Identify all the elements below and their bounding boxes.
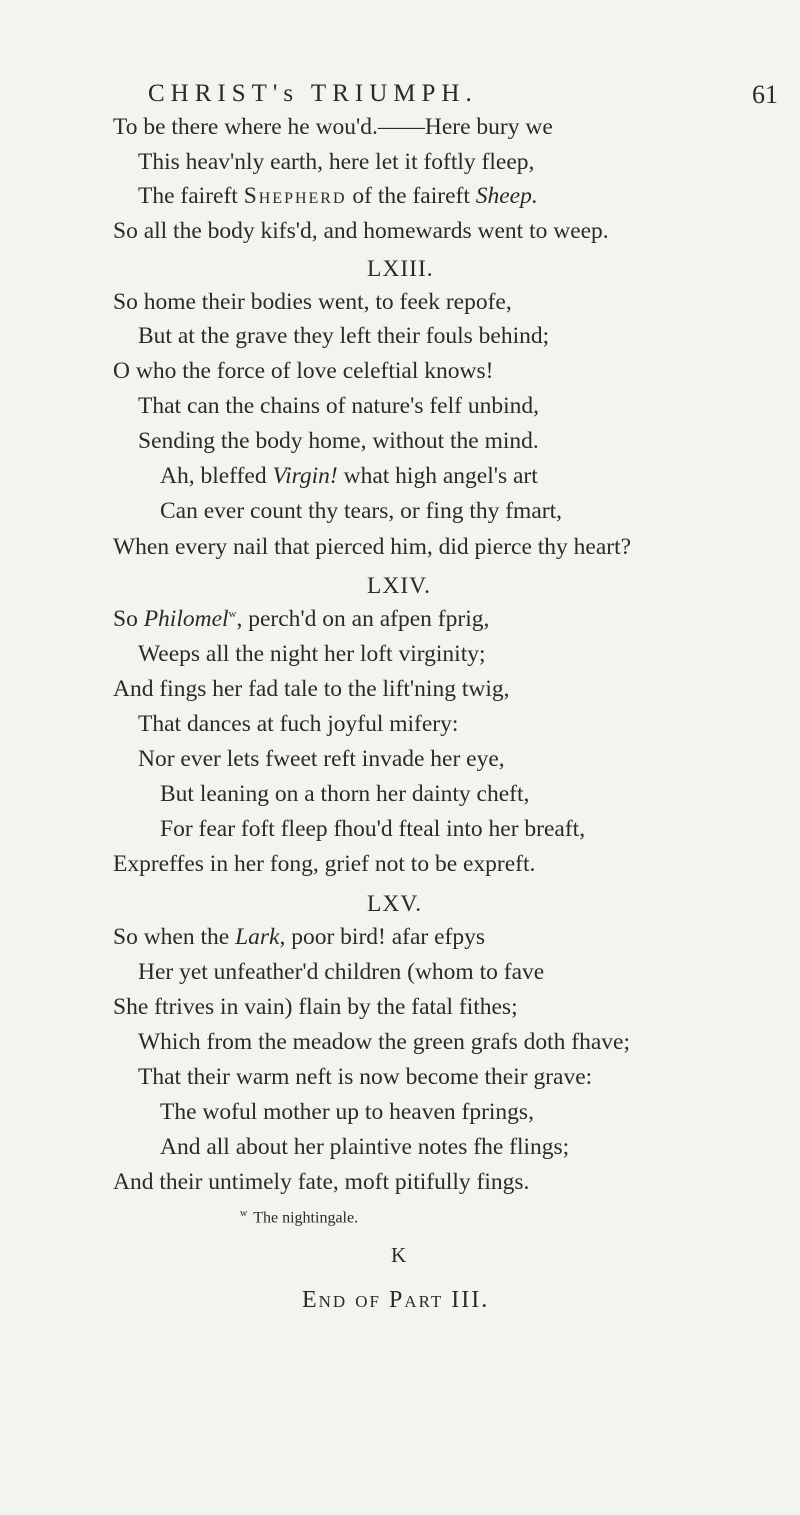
poem-line: And their untimely fate, moft pitifully fings. — [113, 1169, 530, 1195]
footnote-text: The nightingale. — [253, 1209, 359, 1227]
footnote — [240, 1208, 358, 1227]
line-text: , poor bird! afar efpys — [279, 924, 486, 950]
poem-line: When every nail that pierced him, did pierce thy heart? — [113, 534, 632, 560]
poem-line: And all about her plaintive notes fhe flings; — [160, 1134, 570, 1160]
line-text: So — [113, 606, 144, 632]
end-of-part — [302, 1287, 489, 1314]
poem-line: So all the body kifs'd, and homewards went to weep. — [113, 218, 609, 244]
virgin-italic: Virgin! — [272, 463, 338, 489]
running-title: CHRIST's TRIUMPH. — [148, 80, 478, 107]
poem-line: To be there where he wou'd.——Here bury we — [113, 114, 553, 140]
stanza-number: LXV. — [367, 891, 423, 917]
end-text: End of Part III. — [302, 1287, 490, 1313]
poem-line: O who the force of love celeftial knows! — [113, 358, 494, 384]
shepherd-smallcaps: Shepherd — [243, 183, 347, 209]
poem-line: Sending the body home, without the mind. — [138, 428, 539, 454]
poem-line: This heav'nly earth, here let it foftly fleep, — [138, 149, 535, 175]
sheep-italic: Sheep. — [475, 183, 538, 209]
poem-line — [138, 185, 538, 209]
footnote-marker: w — [228, 608, 237, 621]
stanza-number: LXIV. — [367, 573, 431, 599]
poem-line: Can ever count thy tears, or fing thy fmart, — [160, 498, 562, 524]
line-text: of the faireft — [346, 183, 476, 209]
poem-line: That their warm neft is now become their grave: — [138, 1064, 593, 1090]
line-text: what high angel's art — [337, 463, 538, 489]
poem-line: The woful mother up to heaven fprings, — [160, 1099, 534, 1125]
poem-line — [160, 465, 538, 489]
poem-line: But leaning on a thorn her dainty cheft, — [160, 781, 530, 807]
footnote-mark: w — [240, 1208, 248, 1219]
poem-line: Weeps all the night her loft virginity; — [138, 641, 486, 667]
stanza-number: LXIII. — [367, 256, 434, 282]
line-text: Ah, bleffed — [160, 463, 273, 489]
poem-line: Nor ever lets fweet reft invade her eye, — [138, 746, 505, 772]
poem-line: Which from the meadow the green grafs doth fhave; — [138, 1029, 631, 1055]
poem-line: She ftrives in vain) flain by the fatal fithes; — [113, 994, 518, 1020]
poem-line: That dances at fuch joyful mifery: — [138, 711, 459, 737]
poem-line: That can the chains of nature's felf unbind, — [138, 393, 539, 419]
poem-line: So home their bodies went, to feek repofe, — [113, 289, 512, 315]
poem-line: For fear foft fleep fhou'd fteal into her breaft, — [160, 816, 586, 842]
lark-italic: Lark — [235, 924, 280, 950]
poem-line: And fings her fad tale to the lift'ning twig, — [113, 676, 510, 702]
page-number: 61 — [752, 80, 778, 109]
line-text: The faireft — [138, 183, 244, 209]
poem-line: Expreffes in her fong, grief not to be expreft. — [113, 851, 536, 877]
poem-line — [113, 926, 485, 950]
signature-mark: K — [391, 1243, 407, 1267]
line-text: So when the — [113, 924, 236, 950]
poem-line: Her yet unfeather'd children (whom to fave — [138, 959, 545, 985]
line-text: , perch'd on an afpen fprig, — [236, 606, 490, 632]
philomel-italic: Philomel — [143, 606, 229, 632]
poem-line: But at the grave they left their fouls behind; — [138, 323, 550, 349]
poem-line — [113, 608, 489, 632]
